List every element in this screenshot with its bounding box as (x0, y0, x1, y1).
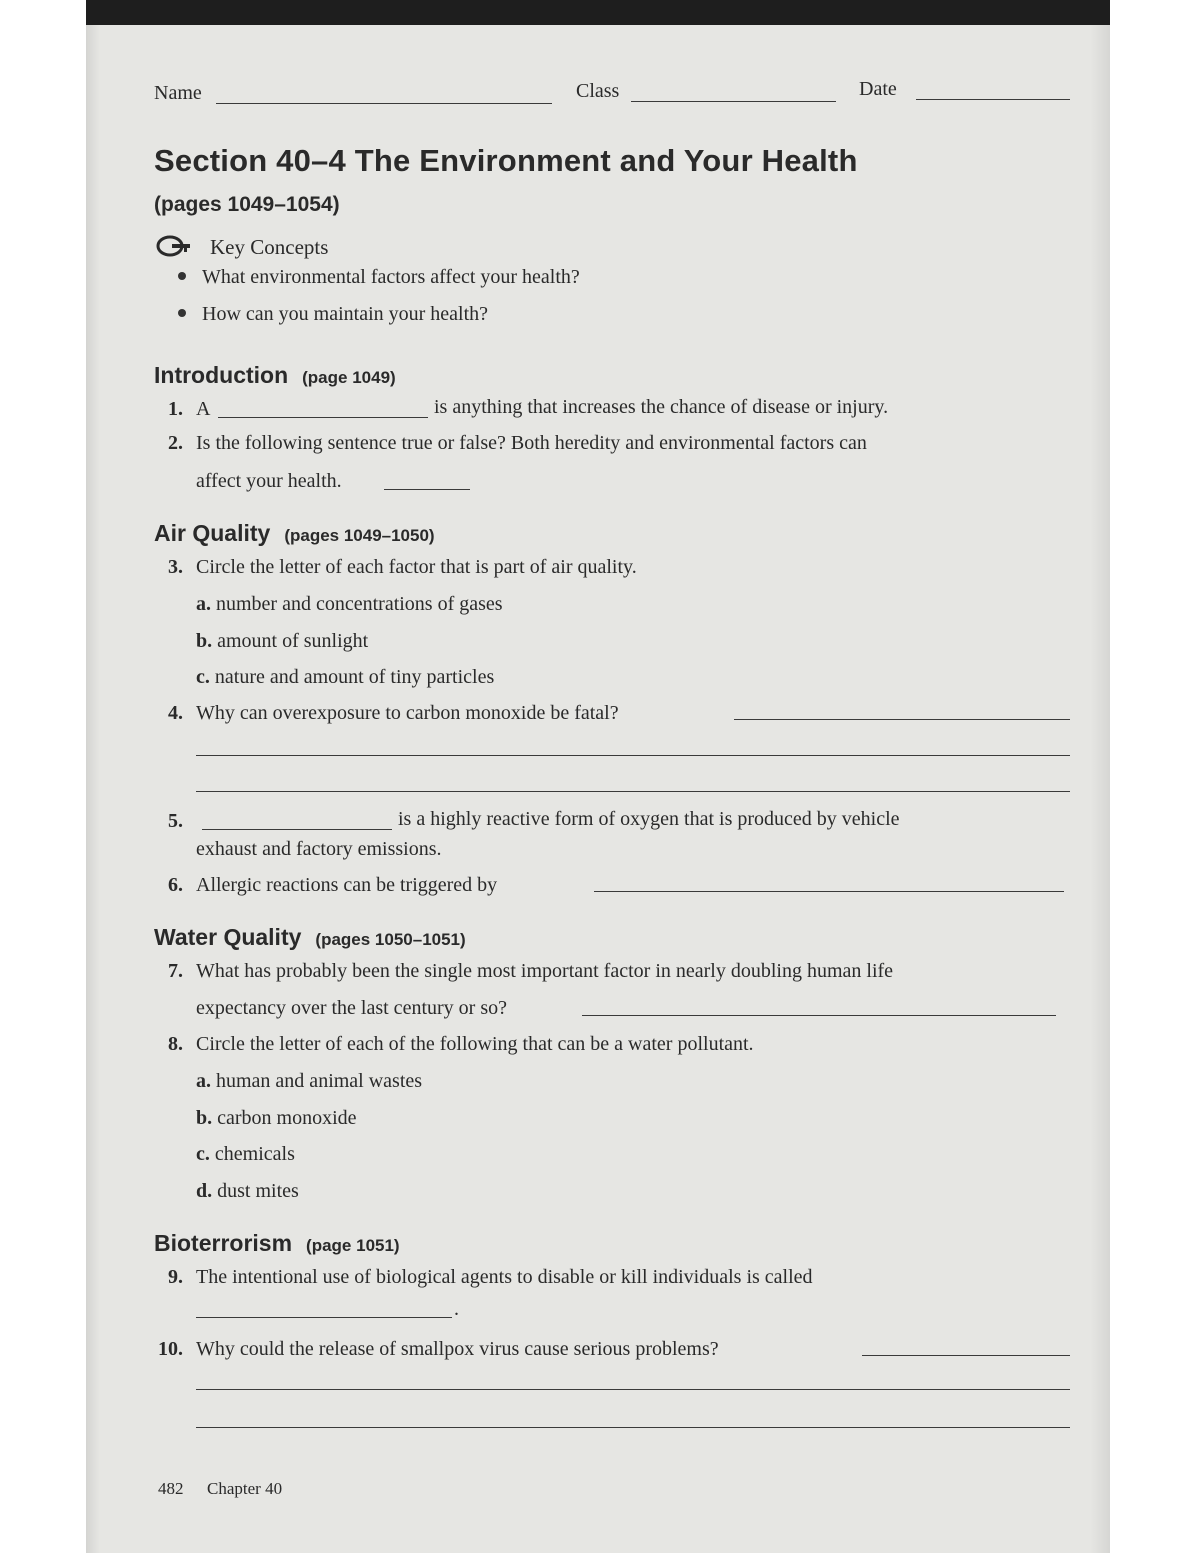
answer-option[interactable] (196, 1179, 299, 1203)
option-letter: d. (196, 1180, 213, 1202)
heading-pages: (pages 1049–1050) (284, 526, 435, 545)
worksheet-page (86, 25, 1110, 1553)
answer-option[interactable] (196, 592, 503, 616)
q4-answer-line[interactable] (196, 791, 1070, 792)
key-concept-text: What environmental factors affect your health? (202, 266, 580, 288)
bullet-icon (178, 309, 186, 317)
question-text: is a highly reactive form of oxygen that is produced by vehicle (398, 808, 900, 830)
answer-option[interactable] (196, 629, 368, 653)
question-text: affect your health. (196, 470, 342, 492)
section-pages: (pages 1049–1054) (154, 193, 340, 216)
question-number: 10. (158, 1338, 183, 1360)
question-text: A (196, 398, 211, 420)
q4-answer-line[interactable] (196, 755, 1070, 756)
chapter-label: Chapter 40 (207, 1479, 283, 1498)
bullet-icon (178, 272, 186, 280)
question-text: Circle the letter of each of the following that can be a water pollutant. (196, 1033, 754, 1055)
q5-answer-blank[interactable] (202, 829, 392, 830)
option-letter: c. (196, 1143, 210, 1165)
question-text: Allergic reactions can be triggered by (196, 874, 498, 896)
option-text: carbon monoxide (217, 1107, 357, 1129)
question-number: 3. (168, 556, 183, 578)
key-concept-item (178, 265, 580, 289)
class-field[interactable] (631, 101, 836, 102)
question-text: Circle the letter of each factor that is part of air quality. (196, 556, 637, 578)
key-concepts-label: Key Concepts (210, 235, 329, 259)
q1-answer-blank[interactable] (218, 417, 428, 418)
heading-text: Water Quality (154, 924, 302, 950)
section-title: Section 40–4 The Environment and Your Health (154, 143, 858, 178)
heading-text: Air Quality (154, 520, 271, 546)
scan-right-margin (1110, 0, 1200, 1553)
option-text: amount of sunlight (217, 630, 369, 652)
heading-pages: (page 1049) (302, 368, 396, 387)
question-text: What has probably been the single most important factor in nearly doubling human life (196, 960, 894, 982)
q10-answer-line[interactable] (196, 1427, 1070, 1428)
question-number: 4. (168, 702, 183, 724)
q10-answer-line[interactable] (862, 1355, 1070, 1356)
key-concept-item (178, 302, 488, 326)
question-number: 7. (168, 960, 183, 982)
heading-pages: (page 1051) (306, 1236, 400, 1255)
answer-option[interactable] (196, 665, 494, 689)
question-number: 9. (168, 1266, 183, 1288)
option-letter: a. (196, 1070, 211, 1092)
option-letter: a. (196, 593, 211, 615)
bioterrorism-heading (154, 1231, 400, 1258)
question-number: 2. (168, 432, 183, 454)
period-mark: . (454, 1298, 459, 1320)
option-text: human and animal wastes (216, 1070, 423, 1092)
option-text: chemicals (214, 1143, 295, 1165)
heading-text: Introduction (154, 362, 289, 388)
question-number: 5. (168, 810, 183, 832)
question-text: exhaust and factory emissions. (196, 838, 442, 860)
introduction-heading (154, 363, 396, 390)
q10-answer-line[interactable] (196, 1389, 1070, 1390)
option-text: number and concentrations of gases (216, 593, 503, 615)
q2-answer-blank[interactable] (384, 489, 470, 490)
scan-top-border (0, 0, 1200, 25)
option-letter: b. (196, 1107, 213, 1129)
question-number: 6. (168, 874, 183, 896)
name-field[interactable] (216, 103, 552, 104)
key-concept-text: How can you maintain your health? (202, 303, 489, 325)
answer-option[interactable] (196, 1106, 357, 1130)
question-text: The intentional use of biological agents to disable or kill individuals is called (196, 1266, 813, 1288)
class-label: Class (576, 80, 620, 102)
scan-left-margin (0, 0, 86, 1553)
question-number: 1. (168, 398, 183, 420)
key-icon (156, 235, 192, 257)
name-label: Name (154, 82, 202, 104)
page-number: 482 (158, 1479, 184, 1498)
question-text: Is the following sentence true or false? Both heredity and environmental factors can (196, 432, 867, 454)
answer-option[interactable] (196, 1142, 295, 1166)
option-letter: b. (196, 630, 213, 652)
question-number: 8. (168, 1033, 183, 1055)
question-text: Why can overexposure to carbon monoxide be fatal? (196, 702, 619, 724)
answer-option[interactable] (196, 1069, 422, 1093)
question-text: is anything that increases the chance of disease or injury. (434, 396, 889, 418)
heading-pages: (pages 1050–1051) (315, 930, 466, 949)
date-label: Date (859, 78, 897, 100)
date-field[interactable] (916, 99, 1070, 100)
option-text: dust mites (217, 1180, 299, 1202)
question-text: expectancy over the last century or so? (196, 997, 507, 1019)
q9-answer-blank[interactable] (196, 1317, 452, 1318)
q4-answer-line[interactable] (734, 719, 1070, 720)
q7-answer-blank[interactable] (582, 1015, 1056, 1016)
water-quality-heading (154, 925, 466, 952)
air-quality-heading (154, 521, 435, 548)
q6-answer-blank[interactable] (594, 891, 1064, 892)
question-text: Why could the release of smallpox virus cause serious problems? (196, 1338, 719, 1360)
heading-text: Bioterrorism (154, 1230, 293, 1256)
option-letter: c. (196, 666, 210, 688)
option-text: nature and amount of tiny particles (214, 666, 495, 688)
